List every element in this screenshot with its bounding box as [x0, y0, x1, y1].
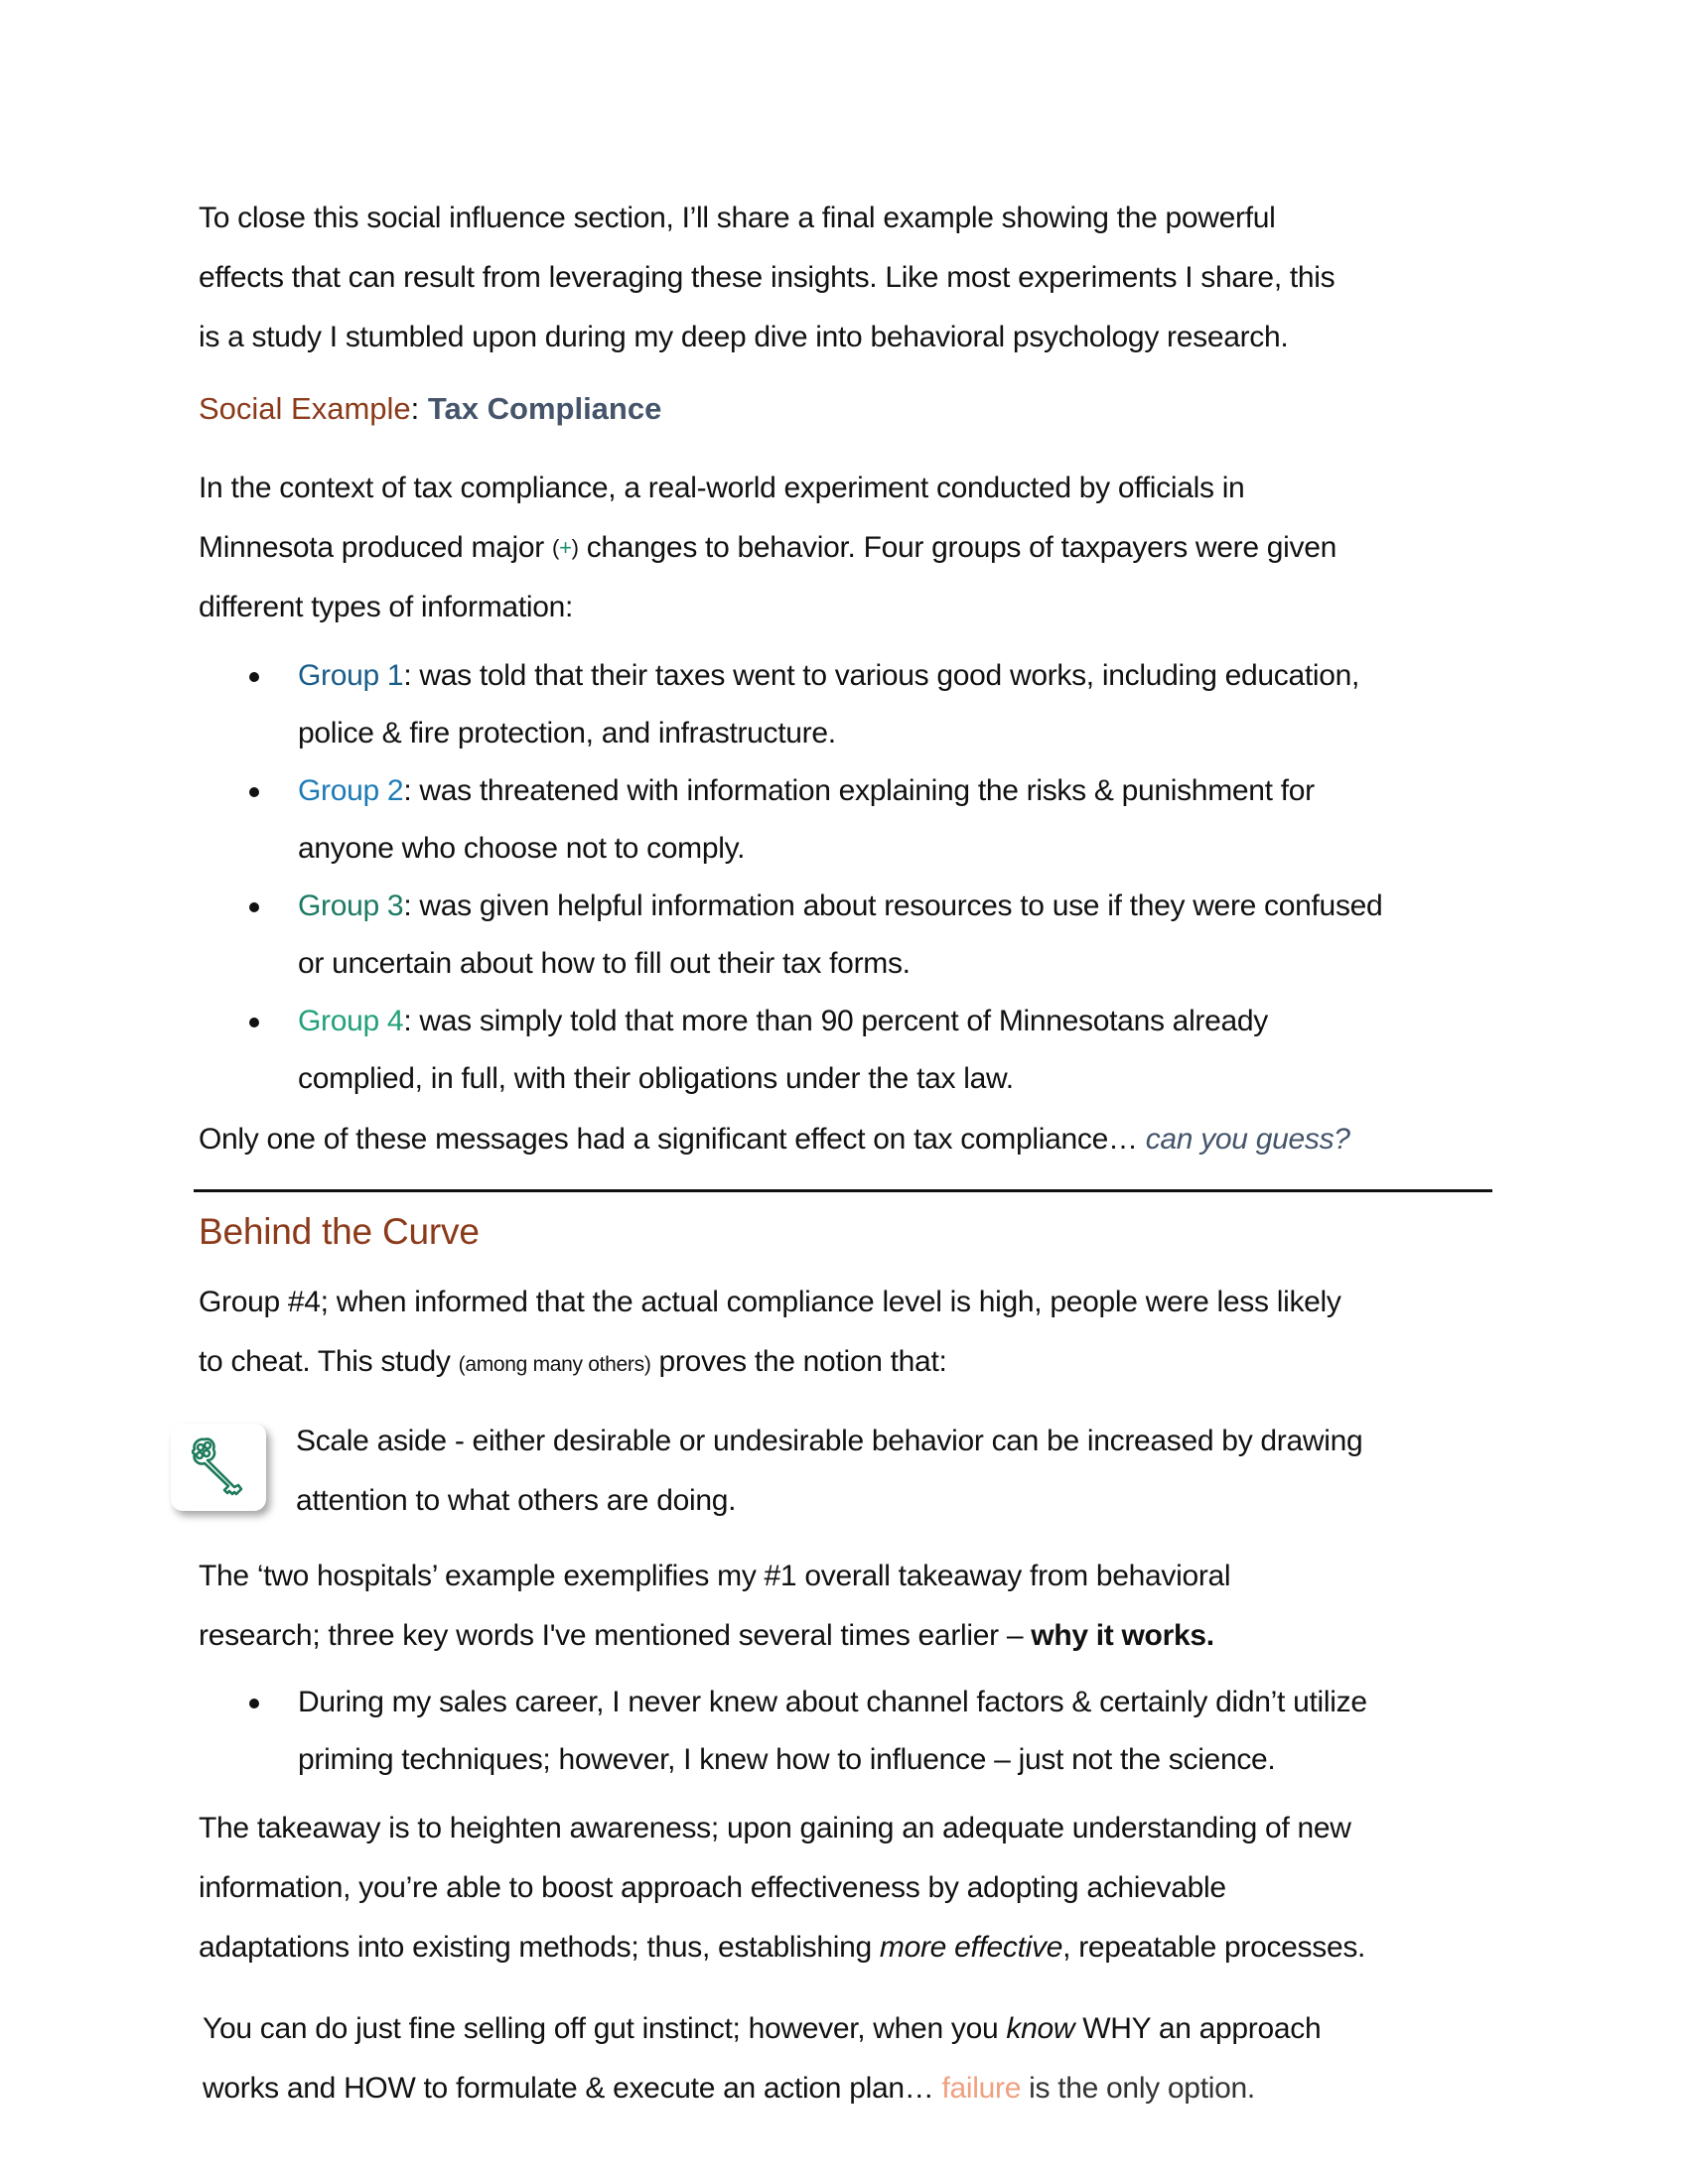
context-line-3: different types of information: — [199, 591, 574, 623]
bullet-icon — [249, 672, 259, 682]
groups-list — [199, 647, 1499, 1108]
career-line-2: priming techniques; however, I knew how to influence – just not the science. — [298, 1743, 1276, 1776]
group-4-label: Group 4 — [298, 1005, 404, 1037]
know-emphasis: know — [1006, 2012, 1075, 2045]
key-icon-box — [171, 1424, 266, 1511]
career-line-1: During my sales career, I never knew about channel factors & certainly didn’t utilize — [298, 1686, 1367, 1718]
can-you-guess: can you guess? — [1145, 1123, 1350, 1156]
plus-icon: + — [559, 535, 572, 560]
group-2-label: Group 2 — [298, 774, 404, 807]
section-divider — [194, 1189, 1492, 1192]
social-example-label: Social Example — [199, 391, 411, 426]
intro-paragraph — [199, 189, 1499, 367]
bullet-icon — [249, 1699, 259, 1708]
group-3-cont: or uncertain about how to fill out their tax forms. — [298, 947, 911, 980]
intro-line-2: effects that can result from leveraging these insights. Like most experiments I share, this — [199, 261, 1336, 294]
positive-marker: (+) — [552, 535, 579, 560]
takeaway-paragraph: The takeaway is to heighten awareness; upon gaining an adequate understanding of new information, you’re able to boost approach effectiveness by adopting achievable adaptations into existing methods; thus, establishing more effective, repeatable processes. — [199, 1812, 1366, 1964]
bullet-icon — [249, 902, 259, 912]
context-line-2-pre: Minnesota produced major — [199, 531, 553, 564]
more-effective: more effective — [879, 1931, 1063, 1964]
behind-curve-paragraph: Group #4; when informed that the actual compliance level is high, people were less likely to cheat. This study (among many others) proves the notion that: — [199, 1286, 1341, 1378]
question-text: Only one of these messages had a significant effect on tax compliance… — [199, 1123, 1146, 1156]
context-line-2-post: changes to behavior. Four groups of taxpayers were given — [578, 531, 1337, 564]
why-it-works: why it works. — [1031, 1619, 1214, 1652]
key-takeaway-line-1: Scale aside - either desirable or undesirable behavior can be increased by drawing — [296, 1425, 1363, 1457]
group-1-text: : was told that their taxes went to various good works, including education, — [403, 659, 1360, 692]
career-list — [199, 1674, 1499, 1789]
list-item-group-3 — [199, 878, 1499, 993]
group-1-label: Group 1 — [298, 659, 404, 692]
takeaway-line-1: The takeaway is to heighten awareness; upon gaining an adequate understanding of new — [199, 1812, 1351, 1844]
takeaway-line-2: information, you’re able to boost approach effectiveness by adopting achievable — [199, 1871, 1226, 1904]
context-line-1: In the context of tax compliance, a real-world experiment conducted by officials in — [199, 472, 1245, 504]
list-item-group-2 — [199, 762, 1499, 878]
failure-word: failure — [941, 2072, 1022, 2105]
social-example-title: Tax Compliance — [427, 391, 662, 426]
intro-line-1: To close this social influence section, I’ll share a final example showing the powerful — [199, 202, 1276, 234]
list-item-career — [199, 1674, 1499, 1789]
group-2-text: : was threatened with information explaining the risks & punishment for — [403, 774, 1315, 807]
group-4-cont: complied, in full, with their obligations under the tax law. — [298, 1062, 1014, 1095]
group-4-text: : was simply told that more than 90 percent of Minnesotans already — [403, 1005, 1268, 1037]
behind-the-curve-heading: Behind the Curve — [199, 1211, 480, 1252]
key-takeaway-line-2: attention to what others are doing. — [296, 1484, 737, 1517]
intro-line-3: is a study I stumbled upon during my deep dive into behavioral psychology research. — [199, 321, 1289, 353]
question-paragraph — [199, 1110, 1499, 1169]
hospitals-paragraph: The ‘two hospitals’ example exemplifies my #1 overall takeaway from behavioral research; three key words I've mentioned several times earlier – why it works. — [199, 1560, 1231, 1652]
list-item-group-4 — [199, 993, 1499, 1108]
key-icon — [189, 1435, 248, 1499]
group-1-cont: police & fire protection, and infrastructure. — [298, 717, 836, 750]
hospitals-line-1: The ‘two hospitals’ example exemplifies my #1 overall takeaway from behavioral — [199, 1560, 1231, 1592]
heading-colon: : — [410, 391, 420, 426]
group-3-text: : was given helpful information about resources to use if they were confused — [403, 889, 1383, 922]
key-takeaway-text — [296, 1412, 1507, 1531]
context-paragraph — [199, 459, 1499, 637]
closing-paragraph: You can do just fine selling off gut instinct; however, when you know WHY an approach works and HOW to formulate & execute an action plan… failure is the only option. — [203, 2012, 1322, 2105]
bullet-icon — [249, 787, 259, 797]
group-3-label: Group 3 — [298, 889, 404, 922]
group-2-cont: anyone who choose not to comply. — [298, 832, 746, 865]
bullet-icon — [249, 1018, 259, 1027]
list-item-group-1 — [199, 647, 1499, 762]
among-many-others: (among many others) — [458, 1353, 651, 1376]
social-example-heading — [199, 389, 661, 429]
behind-curve-line-1: Group #4; when informed that the actual compliance level is high, people were less likely — [199, 1286, 1341, 1318]
